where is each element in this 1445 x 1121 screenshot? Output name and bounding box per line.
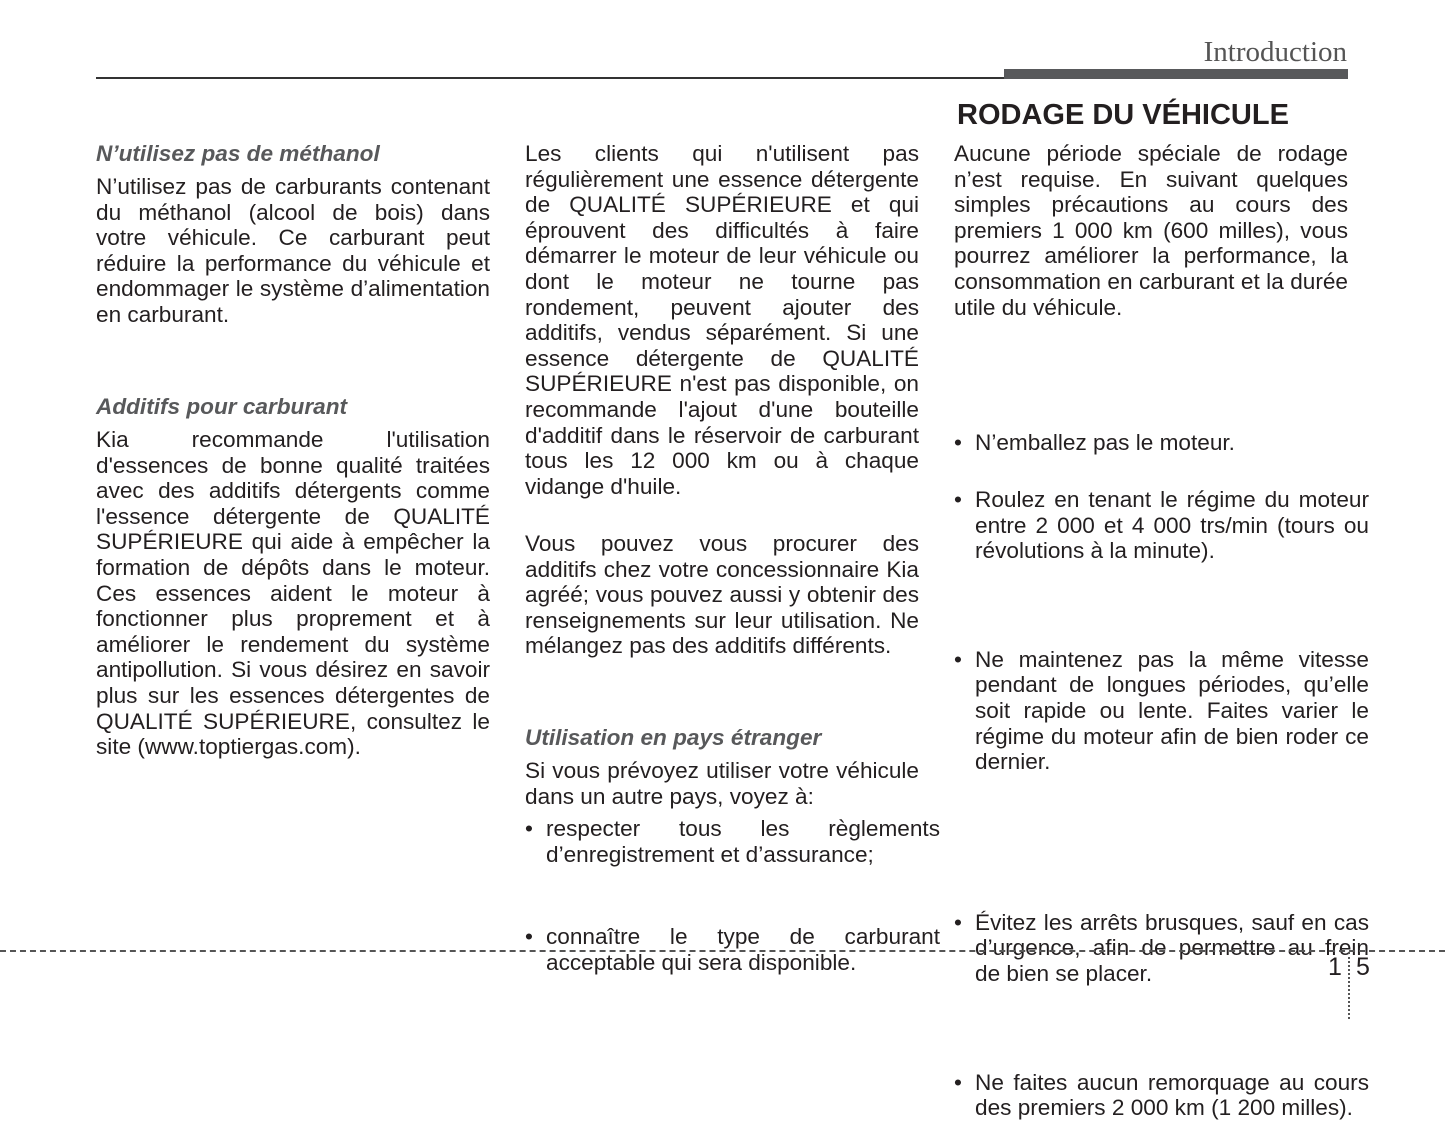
list-item-text: respecter tous les règlements d’enregistrement et d’assurance; <box>546 816 940 867</box>
list-item-text: N’emballez pas le moteur. <box>975 430 1235 456</box>
list-item <box>954 487 1369 564</box>
chapter-number: 1 <box>1328 953 1342 981</box>
list-item <box>954 647 1369 775</box>
page-title: RODAGE DU VÉHICULE <box>957 99 1289 131</box>
bullet-icon: • <box>525 924 533 950</box>
subheading-additifs: Additifs pour carburant <box>96 394 348 419</box>
subheading-pays-etranger: Utilisation en pays étranger <box>525 725 822 750</box>
list-item-text: Ne faites aucun remorquage au cours des premiers 2 000 km (1 200 milles). <box>975 1069 1369 1121</box>
list-item <box>954 1070 1369 1121</box>
paragraph-methanol: N’utilisez pas de carburants contenant du méthanol (alcool de bois) dans votre véhicule. Ce carburant peut réduire la performance du véhicule et endommager le système d’alimentation en carburant. <box>96 174 490 327</box>
list-item <box>954 910 1369 987</box>
bullet-icon: • <box>954 486 962 512</box>
paragraph-procurer: Vous pouvez vous procurer des additifs chez votre concessionnaire Kia agréé; vous pouvez aussi y obtenir des renseignements sur leur utilisation. Ne mélangez pas des additifs différents. <box>525 531 919 659</box>
list-item-text: connaître le type de carburant acceptable qui sera disponible. <box>546 924 940 975</box>
list-item <box>525 816 940 867</box>
footer-divider <box>1348 952 1350 1019</box>
paragraph-rodage: Aucune période spéciale de rodage n’est requise. En suivant quelques simples précautions au cours des premiers 1 000 km (600 milles), vous pourrez améliorer la performance, la consommation en carburant et la durée utile du véhicule. <box>954 141 1348 320</box>
bullet-icon: • <box>525 816 533 841</box>
list-item-text: Évitez les arrêts brusques, sauf en cas d’urgence, afin de permettre au frein de bien se placer. <box>975 909 1369 986</box>
footer-rule <box>0 950 1445 952</box>
bullet-icon: • <box>954 646 962 672</box>
paragraph-clients: Les clients qui n'utilisent pas régulièrement une essence détergente de QUALITÉ SUPÉRIEURE et qui éprouvent des difficultés à faire démarrer le moteur de leur véhicule ou dont le moteur ne tourne pas rondement, peuvent ajouter des additifs, vendus séparément. Si une essence détergente de QUALITÉ SUPÉRIEURE n'est pas disponible, on recommande l'ajout d'une bouteille d'additif dans le réservoir de carburant tous les 12 000 km ou à chaque vidange d'huile. <box>525 141 919 499</box>
list-item-text: Roulez en tenant le régime du moteur entre 2 000 et 4 000 trs/min (tours ou révolutions à la minute). <box>975 486 1369 564</box>
header-bar <box>1004 69 1348 79</box>
subheading-methanol: N’utilisez pas de méthanol <box>96 141 380 166</box>
bullet-icon: • <box>954 430 962 456</box>
header-rule <box>96 77 1006 79</box>
paragraph-pays-etranger: Si vous prévoyez utiliser votre véhicule dans un autre pays, voyez à: <box>525 758 919 809</box>
list-item <box>954 430 1369 456</box>
bullet-icon: • <box>954 1069 962 1095</box>
section-header: Introduction <box>1203 36 1347 68</box>
list-item-text: Ne maintenez pas la même vitesse pendant de longues périodes, qu’elle soit rapide ou lente. Faites varier le régime du moteur afin de bien roder ce dernier. <box>975 646 1369 775</box>
paragraph-additifs: Kia recommande l'utilisation d'essences de bonne qualité traitées avec des additifs détergents comme l'essence détergente de QUALITÉ SUPÉRIEURE qui aide à empêcher la formation de dépôts dans le moteur. Ces essences aident le moteur à fonctionner plus proprement et à améliorer le rendement du système antipollution. Si vous désirez en savoir plus sur les essences détergentes de QUALITÉ SUPÉRIEURE, consultez le site (www.toptiergas.com). <box>96 427 490 760</box>
page-number: 5 <box>1356 953 1370 981</box>
bullet-icon: • <box>954 909 962 935</box>
